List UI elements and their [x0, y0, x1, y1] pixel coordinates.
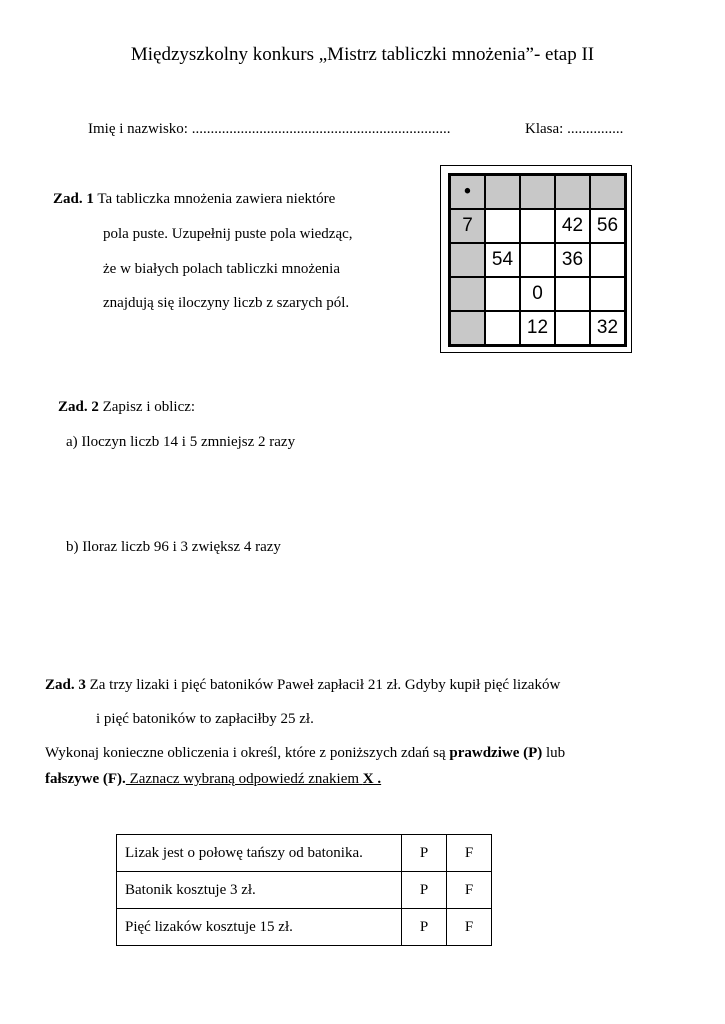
task2-header [58, 399, 195, 416]
grid-cell: 36 [555, 243, 590, 277]
task2-intro: Zapisz i oblicz: [102, 399, 196, 415]
task3-text-4 [45, 771, 381, 788]
answer-table [116, 834, 492, 946]
grid-cell[interactable] [485, 209, 520, 243]
task3-label: Zad. 3 [45, 677, 86, 693]
grid-cell[interactable] [450, 311, 485, 345]
task3-text-1: Za trzy lizaki i pięć batoników Paweł zapłacił 21 zł. Gdyby kupił pięć lizaków [89, 677, 561, 693]
task3-text-2: i pięć batoników to zapłaciłby 25 zł. [96, 711, 314, 727]
grid-cell: 42 [555, 209, 590, 243]
page-title: Międzyszkolny konkurs „Mistrz tabliczki mnożenia”- etap II [130, 44, 595, 65]
grid-cell[interactable] [590, 277, 625, 311]
option-p-cell[interactable]: P [402, 909, 447, 946]
grid-cell[interactable] [590, 243, 625, 277]
table-row [117, 909, 492, 946]
option-f-cell[interactable]: F [447, 872, 492, 909]
grid-cell[interactable] [485, 311, 520, 345]
grid-cell[interactable] [450, 277, 485, 311]
multiplication-grid [448, 173, 627, 347]
grid-cell[interactable] [485, 175, 520, 209]
grid-cell: 54 [485, 243, 520, 277]
table-row [117, 872, 492, 909]
task2-label: Zad. 2 [58, 399, 99, 415]
statement-cell: Batonik kosztuje 3 zł. [117, 872, 402, 909]
task3-instruction: Wykonaj konieczne obliczenia i określ, które z poniższych zdań są [45, 745, 450, 761]
task3-text-3 [45, 745, 565, 762]
or-text: lub [542, 745, 566, 761]
grid-cell: 0 [520, 277, 555, 311]
grid-cell[interactable] [555, 277, 590, 311]
mark-symbol: X . [362, 771, 382, 787]
grid-cell[interactable] [520, 175, 555, 209]
grid-cell[interactable] [520, 209, 555, 243]
grid-cell[interactable] [450, 243, 485, 277]
name-field-label: Imię i nazwisko: ..................................................................... [88, 121, 451, 137]
option-p-cell[interactable]: P [402, 872, 447, 909]
grid-cell: 7 [450, 209, 485, 243]
mark-instruction: Zaznacz wybraną odpowiedź znakiem [125, 771, 363, 787]
task3-line1 [45, 677, 560, 694]
statement-cell: Lizak jest o połowę tańszy od batonika. [117, 835, 402, 872]
task1-text-4: znajdują się iloczyny liczb z szarych pól. [103, 295, 350, 311]
grid-cell: • [450, 175, 485, 209]
grid-cell[interactable] [520, 243, 555, 277]
grid-cell[interactable] [485, 277, 520, 311]
option-p-cell[interactable]: P [402, 835, 447, 872]
grid-cell: 32 [590, 311, 625, 345]
task2-part-b: b) Iloraz liczb 96 i 3 zwiększ 4 razy [66, 539, 281, 555]
statement-cell: Pięć lizaków kosztuje 15 zł. [117, 909, 402, 946]
task1-label: Zad. 1 [53, 191, 94, 207]
grid-cell: 56 [590, 209, 625, 243]
task1-line1 [53, 191, 335, 208]
class-field-label: Klasa: ............... [525, 121, 624, 137]
task2-part-a: a) Iloczyn liczb 14 i 5 zmniejsz 2 razy [66, 434, 296, 450]
option-f-cell[interactable]: F [447, 835, 492, 872]
grid-cell[interactable] [555, 175, 590, 209]
false-label: fałszywe (F). [45, 771, 126, 787]
option-f-cell[interactable]: F [447, 909, 492, 946]
task1-text-3: że w białych polach tabliczki mnożenia [103, 261, 340, 277]
table-row [117, 835, 492, 872]
grid-cell[interactable] [590, 175, 625, 209]
task1-text-2: pola puste. Uzupełnij puste pola wiedząc, [103, 226, 353, 242]
grid-cell[interactable] [555, 311, 590, 345]
task1-text-1: Ta tabliczka mnożenia zawiera niektóre [97, 191, 336, 207]
true-label: prawdziwe (P) [449, 745, 543, 761]
grid-cell: 12 [520, 311, 555, 345]
